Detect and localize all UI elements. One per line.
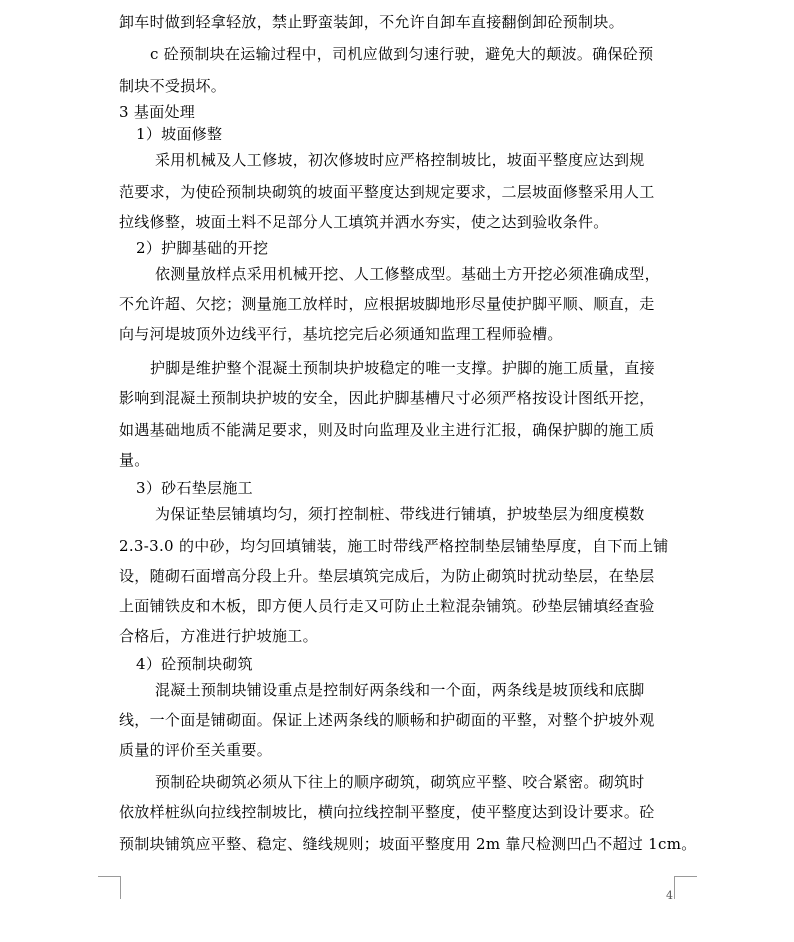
text-line: 预制块铺筑应平整、稳定、缝线规则；坡面平整度用 2m 靠尺检测凹凸不超过 1cm。 — [119, 835, 697, 853]
text-line: 依测量放样点采用机械开挖、人工修整成型。基础土方开挖必须准确成型， — [155, 265, 660, 283]
text-line: 设，随砌石面增高分段上升。垫层填筑完成后，为防止砌筑时扰动垫层，在垫层 — [119, 567, 655, 585]
text-line: 线，一个面是铺砌面。保证上述两条线的顺畅和护砌面的平整，对整个护坡外观 — [119, 711, 655, 729]
subsection-heading: 3）砂石垫层施工 — [136, 479, 253, 497]
text-line: 影响到混凝土预制块护坡的安全，因此护脚基槽尺寸必须严格按设计图纸开挖， — [119, 389, 655, 407]
text-line: 2.3-3.0 的中砂，均匀回填铺装，施工时带线严格控制垫层铺垫厚度，自下而上铺 — [119, 537, 669, 555]
text-line: 合格后，方准进行护坡施工。 — [119, 627, 318, 645]
text-line: 拉线修整，坡面土料不足部分人工填筑并洒水夯实，使之达到验收条件。 — [119, 213, 609, 231]
margin-crop-mark-right — [674, 876, 697, 899]
section-heading: 3 基面处理 — [119, 103, 196, 121]
text-line: 混凝土预制块铺设重点是控制好两条线和一个面，两条线是坡顶线和底脚 — [155, 681, 645, 699]
margin-crop-mark-left — [98, 876, 121, 899]
text-line: 依放样桩纵向拉线控制坡比，横向拉线控制平整度，使平整度达到设计要求。砼 — [119, 803, 655, 821]
text-line: 护脚是维护整个混凝土预制块护坡稳定的唯一支撑。护脚的施工质量，直接 — [150, 359, 655, 377]
text-line: 采用机械及人工修坡，初次修坡时应严格控制坡比，坡面平整度应达到规 — [155, 151, 645, 169]
text-line: 量。 — [119, 451, 150, 469]
text-line: 不允许超、欠挖；测量施工放样时，应根据坡脚地形尽量使护脚平顺、顺直，走 — [119, 295, 655, 313]
text-line: 为保证垫层铺填均匀，须打控制桩、带线进行铺填，护坡垫层为细度模数 — [155, 505, 645, 523]
subsection-heading: 1）坡面修整 — [136, 125, 223, 143]
text-line: 上面铺铁皮和木板，即方便人员行走又可防止土粒混杂铺筑。砂垫层铺填经查验 — [119, 597, 655, 615]
text-line: 制块不受损坏。 — [119, 77, 227, 95]
subsection-heading: 2）护脚基础的开挖 — [136, 239, 269, 257]
text-line: 范要求，为使砼预制块砌筑的坡面平整度达到规定要求，二层坡面修整采用人工 — [119, 183, 655, 201]
text-line: c 砼预制块在运输过程中，司机应做到匀速行驶，避免大的颠波。确保砼预 — [150, 45, 654, 63]
text-line: 如遇基础地质不能满足要求，则及时向监理及业主进行汇报，确保护脚的施工质 — [119, 421, 655, 439]
text-line: 向与河堤坡顶外边线平行，基坑挖完后必须通知监理工程师验槽。 — [119, 325, 563, 343]
page-number: 4 — [666, 889, 673, 902]
text-line: 质量的评价至关重要。 — [119, 741, 273, 759]
subsection-heading: 4）砼预制块砌筑 — [136, 655, 253, 673]
text-line: 卸车时做到轻拿轻放，禁止野蛮装卸，不允许自卸车直接翻倒卸砼预制块。 — [119, 13, 624, 31]
text-line: 预制砼块砌筑必须从下往上的顺序砌筑，砌筑应平整、咬合紧密。砌筑时 — [155, 773, 645, 791]
